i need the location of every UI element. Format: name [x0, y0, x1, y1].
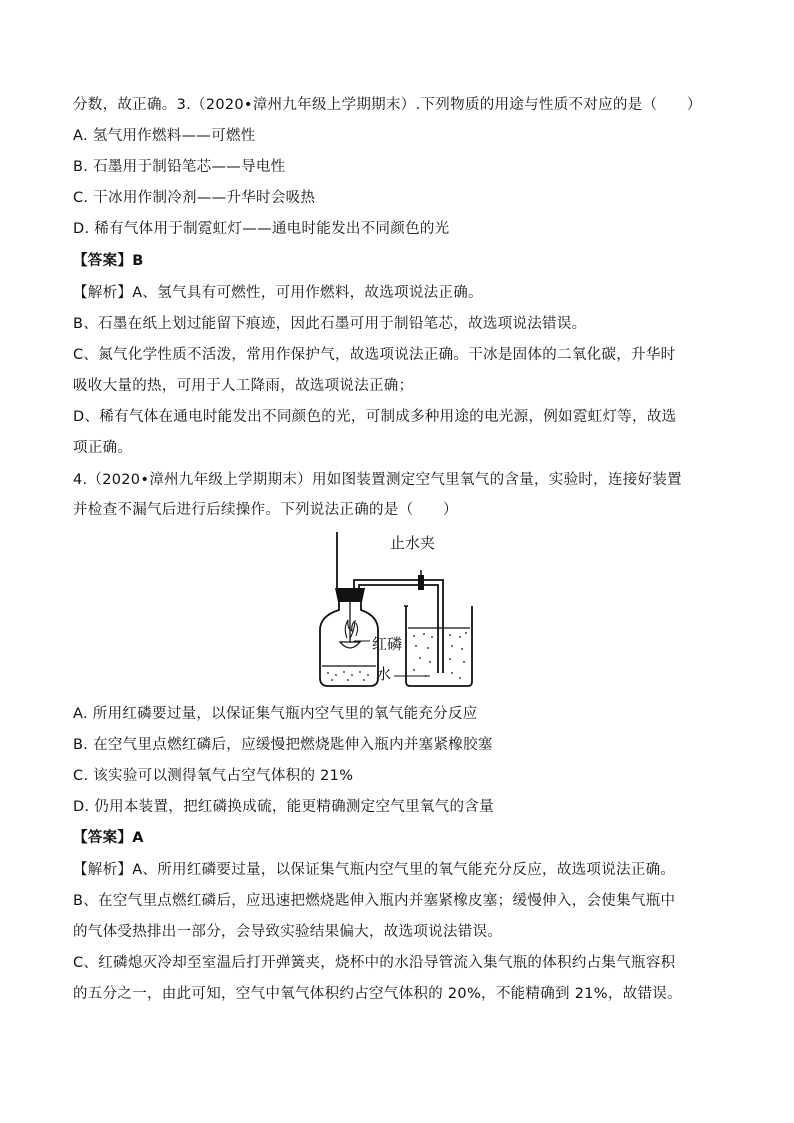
q4-option-b: B. 在空气里点燃红磷后，应缓慢把燃烧匙伸入瓶内并塞紧橡胶塞 [73, 737, 493, 753]
q4-option-d: D. 仍用本装置，把红磷换成硫，能更精确测定空气里氧气的含量 [73, 799, 494, 815]
label-red-phosphorus: 红磷 [372, 635, 403, 653]
q3-analysis-line: D、稀有气体在通电时能发出不同颜色的光，可制成多种用途的电光源，例如霓虹灯等，故选 [73, 409, 677, 425]
q3-option-d: D. 稀有气体用于制霓虹灯——通电时能发出不同颜色的光 [73, 221, 450, 237]
label-water: 水 [376, 665, 392, 683]
q4-answer: 【答案】A [73, 830, 144, 846]
q4-stem-line: 并检查不漏气后进行后续操作。下列说法正确的是（ ） [73, 502, 458, 518]
q4-analysis-line: 【解析】A、所用红磷要过量，以保证集气瓶内空气里的氧气能充分反应，故选项说法正确。 [73, 862, 676, 878]
q3-option-a: A. 氢气用作燃料——可燃性 [73, 128, 256, 144]
q3-analysis-line: C、氮气化学性质不活泼，常用作保护气，故选项说法正确。干冰是固体的二氧化碳，升华时 [73, 347, 676, 363]
q4-stem-line: 4.（2020•漳州九年级上学期期末）用如图装置测定空气里氧气的含量，实验时，连接好装置 [73, 472, 682, 488]
q3-analysis-line: 项正确。 [73, 440, 133, 456]
q3-answer: 【答案】B [73, 253, 144, 269]
q3-analysis-line: 吸收大量的热，可用于人工降雨，故选项说法正确； [73, 378, 414, 394]
q3-option-b: B. 石墨用于制铅笔芯——导电性 [73, 159, 286, 175]
q3-stem: 分数，故正确。3.（2020•漳州九年级上学期期末）.下列物质的用途与性质不对应的是（ ） [73, 97, 702, 113]
q4-analysis-line: B、在空气里点燃红磷后，应迅速把燃烧匙伸入瓶内并塞紧橡皮塞；缓慢伸入，会使集气瓶中 [73, 893, 676, 909]
q3-analysis-line: 【解析】A、氢气具有可燃性，可用作燃料，故选项说法正确。 [73, 285, 483, 301]
q3-analysis-line: B、石墨在纸上划过能留下痕迹，因此石墨可用于制铅笔芯，故选项说法错误。 [73, 316, 587, 332]
q4-analysis-line: 的五分之一，由此可知，空气中氧气体积约占空气体积的 20%，不能精确到 21%，故错误。 [73, 986, 682, 1002]
label-water-clamp: 止水夹 [390, 534, 436, 552]
combustion-spoon [340, 642, 360, 648]
q4-option-c: C. 该实验可以测得氧气占空气体积的 21% [73, 768, 354, 784]
experiment-apparatus-diagram [310, 528, 485, 690]
q4-analysis-line: C、红磷熄灭冷却至室温后打开弹簧夹，烧杯中的水沿导管流入集气瓶的体积约占集气瓶容积 [73, 955, 676, 971]
q4-analysis-line: 的气体受热排出一部分，会导致实验结果偏大，故选项说法错误。 [73, 924, 503, 940]
clamp-shape [418, 575, 424, 590]
q4-option-a: A. 所用红磷要过量，以保证集气瓶内空气里的氧气能充分反应 [73, 706, 478, 722]
q3-option-c: C. 干冰用作制冷剂——升华时会吸热 [73, 190, 316, 206]
